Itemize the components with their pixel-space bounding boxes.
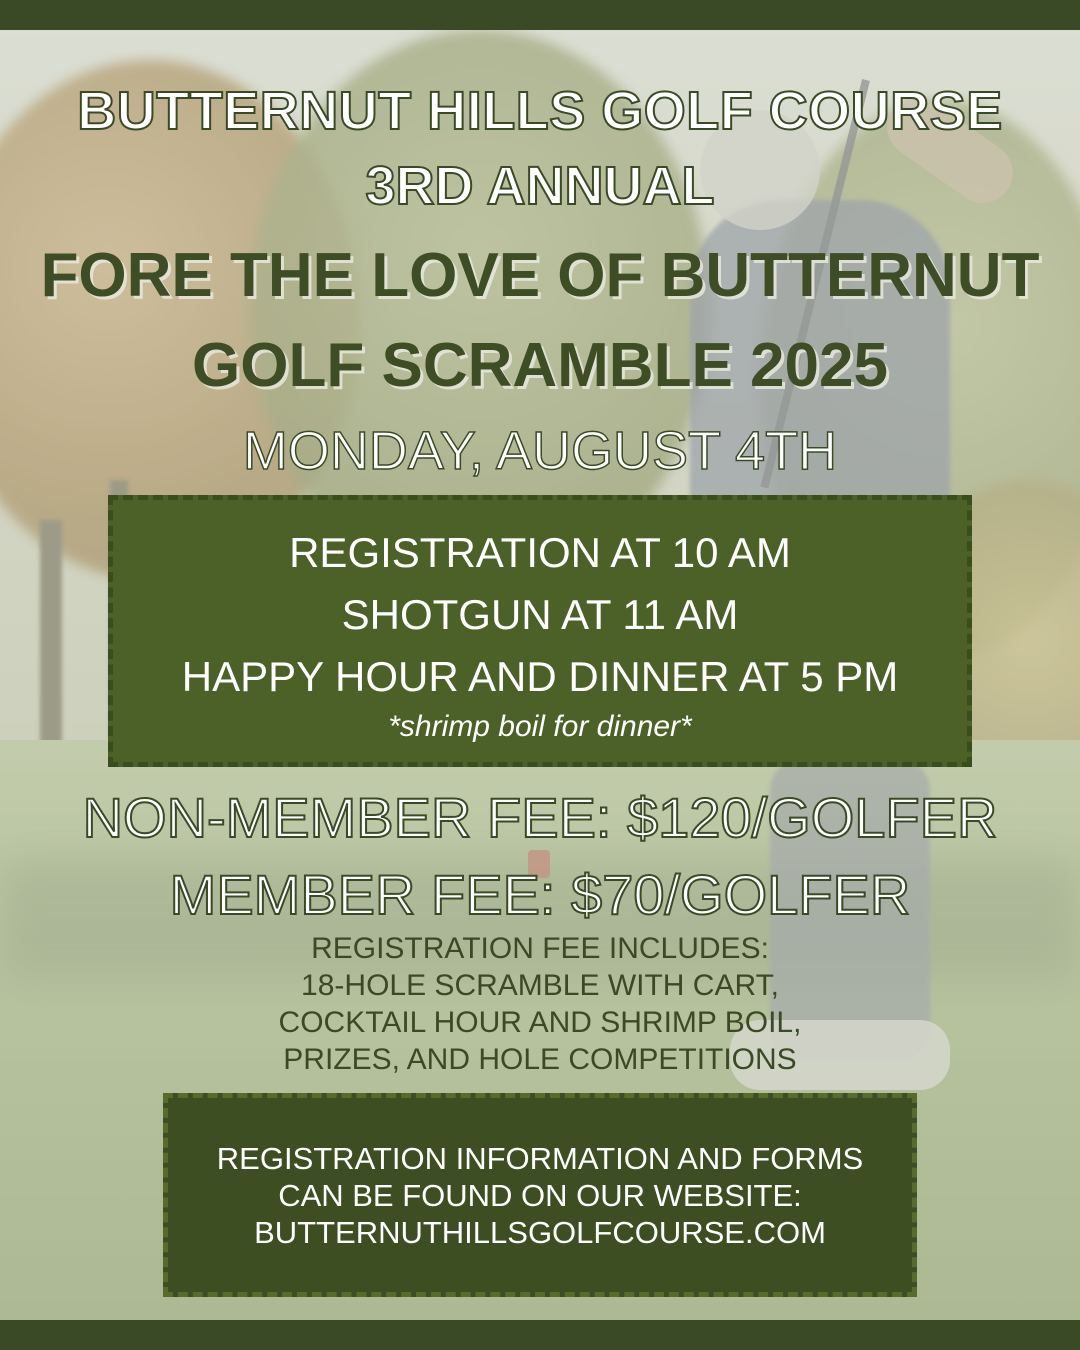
includes-item: COCKTAIL HOUR AND SHRIMP BOIL,: [278, 1006, 802, 1039]
happy-hour-time: HAPPY HOUR AND DINNER AT 5 PM: [181, 653, 899, 700]
course-name-heading: BUTTERNUT HILLS GOLF COURSE: [77, 81, 1003, 141]
member-fee: MEMBER FEE: $70/GOLFER: [169, 863, 911, 926]
website-text: BUTTERNUTHILLSGOLFCOURSE.COM: [254, 1215, 826, 1250]
event-date: MONDAY, AUGUST 4TH: [242, 421, 838, 481]
event-title-line1: FORE THE LOVE OF BUTTERNUT: [40, 241, 1040, 310]
includes-item: PRIZES, AND HOLE COMPETITIONS: [283, 1043, 797, 1076]
fee-includes-list: [0, 930, 1080, 1078]
edition-heading: 3RD ANNUAL: [365, 156, 715, 216]
shotgun-time: SHOTGUN AT 11 AM: [341, 591, 739, 638]
registration-info-box: [163, 1093, 917, 1297]
top-frame-bar: [0, 0, 1080, 30]
includes-item: 18-HOLE SCRAMBLE WITH CART,: [301, 969, 779, 1002]
info-line: REGISTRATION INFORMATION AND FORMS: [216, 1141, 864, 1176]
bottom-frame-bar: [0, 1320, 1080, 1350]
info-line: CAN BE FOUND ON OUR WEBSITE:: [278, 1178, 802, 1213]
event-title-line2: GOLF SCRAMBLE 2025: [192, 331, 888, 400]
registration-time: REGISTRATION AT 10 AM: [289, 529, 791, 576]
non-member-fee: NON-MEMBER FEE: $120/GOLFER: [82, 786, 998, 849]
schedule-box: [108, 495, 972, 767]
includes-heading: REGISTRATION FEE INCLUDES:: [311, 932, 769, 965]
dinner-note: *shrimp boil for dinner*: [388, 710, 692, 743]
